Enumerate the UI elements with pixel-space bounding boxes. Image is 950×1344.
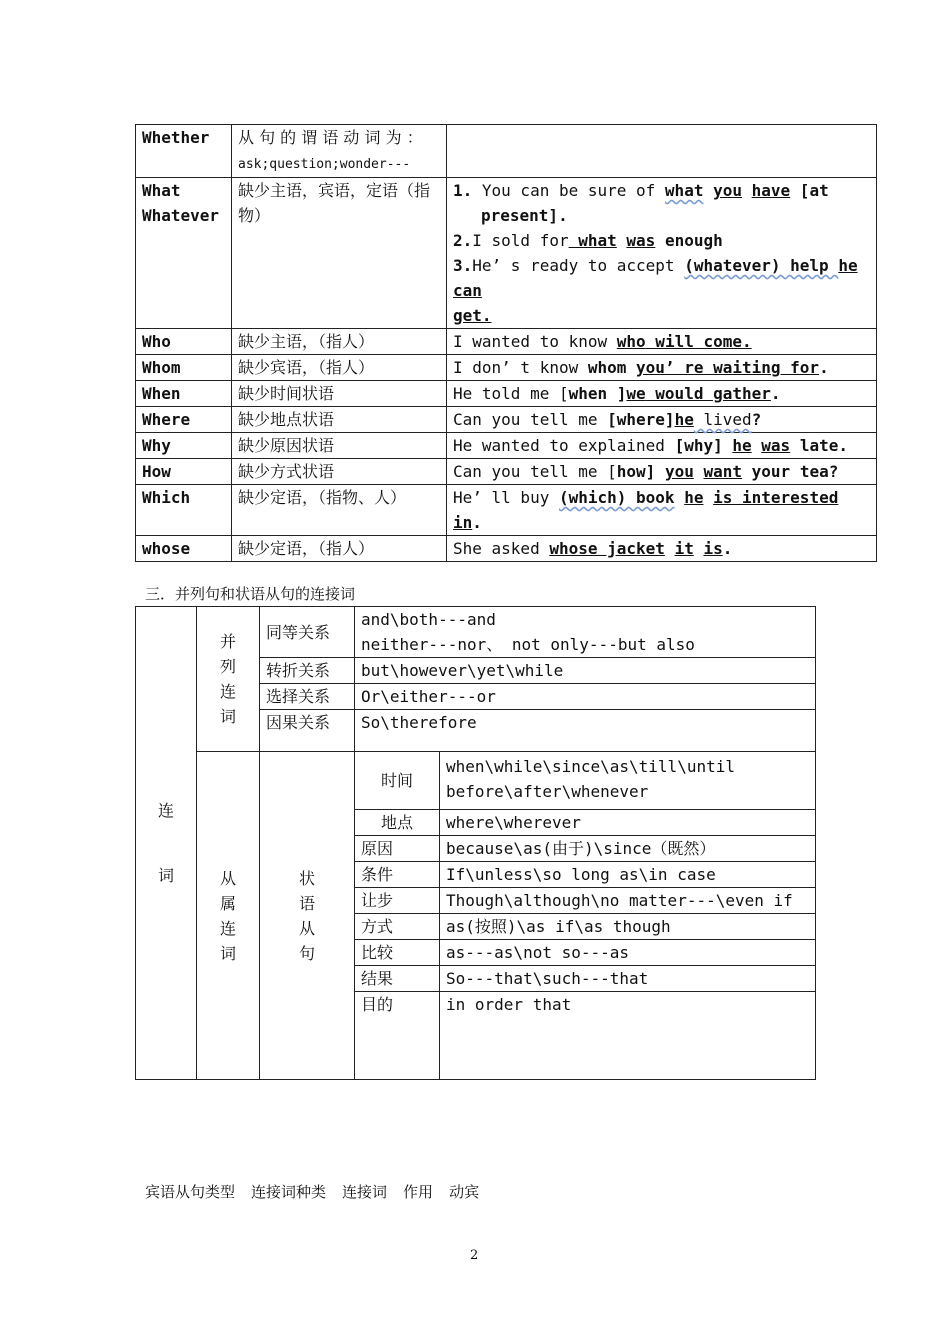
type-cell: 比较	[355, 940, 440, 966]
function-cell: 缺少方式状语	[232, 459, 447, 485]
example-cell: Can you tell me [how] you want your tea?	[447, 459, 877, 485]
example-3-cont2: get.	[453, 306, 492, 325]
words-cell: So---that\such---that	[440, 966, 816, 992]
example-3-cont: can	[453, 281, 482, 300]
example-cell: He’ ll buy (which) book he is interested in.	[447, 485, 877, 536]
section-heading: 三．并列句和状语从句的连接词	[145, 585, 356, 603]
word-cell: Whether	[136, 125, 232, 178]
linking-words-table	[135, 606, 816, 1080]
example-cell	[447, 125, 877, 178]
footer-text: 宾语从句类型 连接词种类 连接词 作用 动宾	[145, 1183, 480, 1201]
type-cell: 结果	[355, 966, 440, 992]
table-row	[136, 752, 816, 810]
function-cell: 缺少原因状语	[232, 433, 447, 459]
page-number: 2	[470, 1248, 479, 1263]
word-cell: How	[136, 459, 232, 485]
table-row	[136, 485, 877, 536]
table-row	[136, 355, 877, 381]
type-cell: 地点	[355, 810, 440, 836]
coord-label-cell: 并 列 连 词	[197, 607, 260, 752]
table-row	[136, 459, 877, 485]
table-row	[136, 607, 816, 658]
relation-cell: 同等关系	[260, 607, 355, 658]
type-cell: 原因	[355, 836, 440, 862]
function-cell: 缺少主语，（指人）	[232, 329, 447, 355]
word-cell: When	[136, 381, 232, 407]
table-row	[136, 329, 877, 355]
type-cell: 目的	[355, 992, 440, 1080]
words-cell: as(按照)\as if\as though	[440, 914, 816, 940]
function-cell: 缺少定语，（指物、人）	[232, 485, 447, 536]
words-cell: Or\either---or	[355, 684, 816, 710]
conjunction-table	[135, 124, 877, 562]
example-cell: Can you tell me [where]he lived?	[447, 407, 877, 433]
type-cell: 方式	[355, 914, 440, 940]
word-cell: Whom	[136, 355, 232, 381]
words-cell: and\both---and neither---nor、 not only---but also	[355, 607, 816, 658]
table-row	[136, 433, 877, 459]
example-1: 1. You can be sure of what you have [at	[453, 181, 829, 200]
words-cell: in order that	[440, 992, 816, 1080]
relation-cell: 因果关系	[260, 710, 355, 752]
table-row	[136, 381, 877, 407]
word-cell: What Whatever	[136, 178, 232, 329]
adv-label-cell: 状 语 从 句	[260, 752, 355, 1080]
words-cell: So\therefore	[355, 710, 816, 752]
example-cell: He told me [when ]we would gather.	[447, 381, 877, 407]
words-cell: where\wherever	[440, 810, 816, 836]
sub-label-cell: 从 属 连 词	[197, 752, 260, 1080]
relation-cell: 选择关系	[260, 684, 355, 710]
type-cell: 条件	[355, 862, 440, 888]
lian-ci-cell: 连 词	[136, 607, 197, 1080]
example-cell: I wanted to know who will come.	[447, 329, 877, 355]
example-cell	[447, 178, 877, 329]
words-cell: because\as(由于)\since（既然）	[440, 836, 816, 862]
word-cell: Who	[136, 329, 232, 355]
example-3: 3.He’ s ready to accept (whatever) help he	[453, 256, 858, 275]
word-cell: Where	[136, 407, 232, 433]
example-cell: He wanted to explained [why] he was late.	[447, 433, 877, 459]
type-cell: 让步	[355, 888, 440, 914]
example-cell: She asked whose jacket it is.	[447, 536, 877, 562]
words-cell: but\however\yet\while	[355, 658, 816, 684]
type-cell: 时间	[355, 752, 440, 810]
function-cell: 缺少主语，宾语，定语（指物）	[232, 178, 447, 329]
table-row	[136, 536, 877, 562]
function-cell: 缺少地点状语	[232, 407, 447, 433]
words-cell: as---as\not so---as	[440, 940, 816, 966]
table-row	[136, 178, 877, 329]
table-row	[136, 407, 877, 433]
function-cell: 从 句 的 谓 语 动 词 为 ： ask;question;wonder---	[232, 125, 447, 178]
word-cell: Why	[136, 433, 232, 459]
table-row	[136, 125, 877, 178]
example-2: 2.I sold for what was enough	[453, 231, 723, 250]
words-cell: when\while\since\as\till\until before\after\whenever	[440, 752, 816, 810]
relation-cell: 转折关系	[260, 658, 355, 684]
word-cell: Which	[136, 485, 232, 536]
example-1-cont: present].	[481, 206, 568, 225]
example-cell: I don’ t know whom you’ re waiting for.	[447, 355, 877, 381]
words-cell: Though\although\no matter---\even if	[440, 888, 816, 914]
words-cell: If\unless\so long as\in case	[440, 862, 816, 888]
word-cell: whose	[136, 536, 232, 562]
function-cell: 缺少宾语，（指人）	[232, 355, 447, 381]
function-cell: 缺少定语，（指人）	[232, 536, 447, 562]
function-cell: 缺少时间状语	[232, 381, 447, 407]
